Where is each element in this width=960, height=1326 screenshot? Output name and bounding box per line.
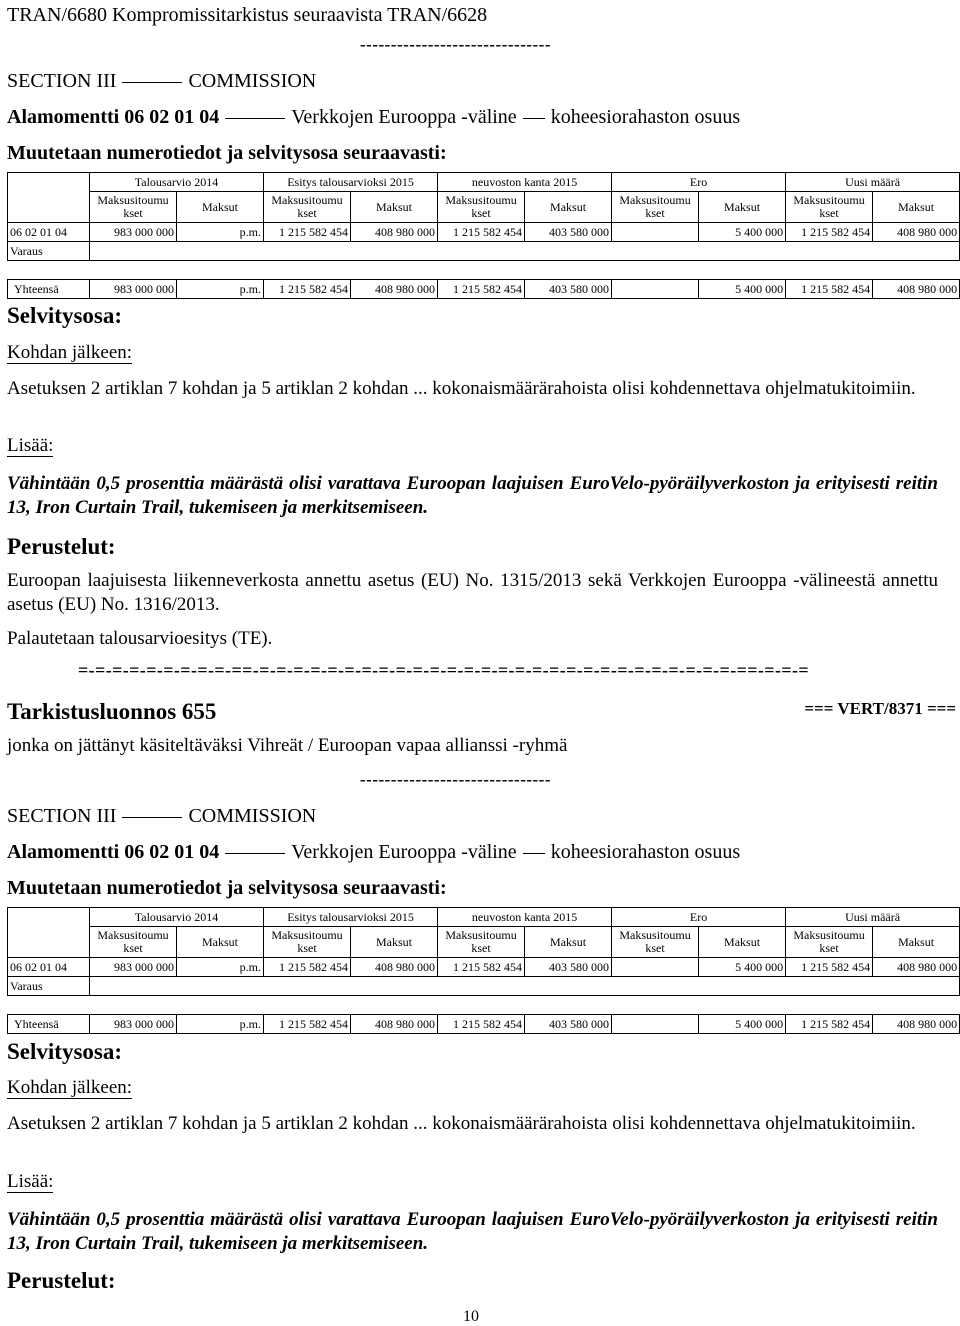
subitem-rest: koheesiorahaston osuus bbox=[550, 841, 741, 863]
table-cell: 1 215 582 454 bbox=[264, 1015, 351, 1034]
kohdan-label: Kohdan jälkeen: bbox=[7, 1077, 133, 1098]
table-cell bbox=[90, 977, 960, 996]
sub-header-commit: Maksusitoumu kset bbox=[438, 927, 525, 958]
table-row bbox=[8, 280, 960, 299]
amendment-title: Tarkistusluonnos 655 bbox=[7, 699, 217, 724]
sub-header-payment: Maksut bbox=[699, 927, 786, 958]
section-heading bbox=[7, 805, 316, 828]
asetuksen-text: Asetuksen 2 artiklan 7 kohdan ja 5 artiklan 2 kohdan ... kokonaismäärärahoista olisi kohdennettava ohjelmatukitoimiin. bbox=[7, 1113, 916, 1134]
table-cell: 5 400 000 bbox=[699, 223, 786, 242]
table-cell: 983 000 000 bbox=[90, 280, 177, 299]
em-dash bbox=[122, 82, 182, 83]
em-dash bbox=[225, 853, 285, 854]
sub-header-commit: Maksusitoumu kset bbox=[786, 927, 873, 958]
table-cell bbox=[612, 223, 699, 242]
lisaa-text: Lisää: bbox=[7, 435, 54, 456]
table-cell: 408 980 000 bbox=[873, 1015, 960, 1034]
subitem-heading bbox=[7, 106, 740, 129]
table-cell: 983 000 000 bbox=[90, 1015, 177, 1034]
selvitysosa-heading: Selvitysosa: bbox=[7, 303, 122, 328]
long-separator: =-=-=-=-=-=-=-=-=-==-=-=-=-=-=-=-=-=-=-=-=-=-=-=-=-=-=-=-=-=-=-=-=-=-=-=-=-=-==-=-=-= bbox=[78, 660, 810, 680]
row-label: Varaus bbox=[8, 242, 90, 261]
table-cell: 1 215 582 454 bbox=[264, 280, 351, 299]
sub-header-commit: Maksusitoumu kset bbox=[264, 192, 351, 223]
table-row bbox=[8, 1015, 960, 1034]
vahintaan-text: Vähintään 0,5 prosenttia määrästä olisi varattava Euroopan laajuisen EuroVelo-pyöräilyverkoston ja erityisesti reitin 13, Iron Curtain Trail, tukemiseen ja merkitsemiseen. bbox=[7, 1209, 938, 1254]
row-label: 06 02 01 04 bbox=[8, 223, 90, 242]
en-dash bbox=[523, 118, 545, 119]
col-group-header: Ero bbox=[612, 173, 786, 192]
en-dash bbox=[523, 853, 545, 854]
sub-header-commit: Maksusitoumu kset bbox=[264, 927, 351, 958]
budget-table bbox=[7, 907, 960, 1034]
col-group-header: Esitys talousarvioksi 2015 bbox=[264, 173, 438, 192]
sub-header-commit: Maksusitoumu kset bbox=[90, 192, 177, 223]
table-cell: p.m. bbox=[177, 1015, 264, 1034]
table-gap-row bbox=[8, 261, 960, 280]
table-cell: 1 215 582 454 bbox=[438, 1015, 525, 1034]
section-title: SECTION III bbox=[7, 805, 117, 827]
section-heading bbox=[7, 70, 316, 93]
table-cell: 408 980 000 bbox=[351, 280, 438, 299]
table-row bbox=[8, 958, 960, 977]
table-sub-header-row bbox=[8, 192, 960, 223]
table-cell: 1 215 582 454 bbox=[438, 958, 525, 977]
table-cell: 408 980 000 bbox=[351, 223, 438, 242]
table-cell bbox=[612, 280, 699, 299]
table-cell: 403 580 000 bbox=[525, 223, 612, 242]
table-cell: 983 000 000 bbox=[90, 223, 177, 242]
amend-text: Muutetaan numerotiedot ja selvitysosa seuraavasti: bbox=[7, 877, 447, 899]
table-cell: 408 980 000 bbox=[351, 1015, 438, 1034]
table-group-header-row bbox=[8, 173, 960, 192]
lisaa-label bbox=[7, 435, 53, 457]
table-cell bbox=[90, 242, 960, 261]
subitem-heading bbox=[7, 841, 740, 864]
table-cell: 1 215 582 454 bbox=[438, 223, 525, 242]
selvitysosa-heading: Selvitysosa: bbox=[7, 1039, 122, 1064]
sub-header-payment: Maksut bbox=[177, 927, 264, 958]
subitem-rest: koheesiorahaston osuus bbox=[550, 106, 741, 128]
sub-header-payment: Maksut bbox=[525, 192, 612, 223]
sub-header-payment: Maksut bbox=[873, 192, 960, 223]
table-cell: 408 980 000 bbox=[873, 958, 960, 977]
subitem-prefix: Alamomentti 06 02 01 04 bbox=[7, 106, 220, 128]
col-group-header: Uusi määrä bbox=[786, 908, 960, 927]
table-cell: 408 980 000 bbox=[873, 223, 960, 242]
vahintaan-text: Vähintään 0,5 prosenttia määrästä olisi varattava Euroopan laajuisen EuroVelo-pyöräilyverkoston ja erityisesti reitin 13, Iron Curtain Trail, tukemiseen ja merkitsemiseen. bbox=[7, 473, 938, 518]
table-cell: p.m. bbox=[177, 223, 264, 242]
table-cell: 403 580 000 bbox=[525, 1015, 612, 1034]
section-title: SECTION III bbox=[7, 70, 117, 92]
table-sub-header-row bbox=[8, 927, 960, 958]
col-group-header: Uusi määrä bbox=[786, 173, 960, 192]
sub-header-commit: Maksusitoumu kset bbox=[90, 927, 177, 958]
table-cell: 1 215 582 454 bbox=[264, 223, 351, 242]
table-cell bbox=[612, 958, 699, 977]
row-label: Varaus bbox=[8, 977, 90, 996]
submitted-by: jonka on jättänyt käsiteltäväksi Vihreät / Euroopan vapaa allianssi -ryhmä bbox=[7, 735, 568, 756]
doc-header: TRAN/6680 Kompromissitarkistus seuraavista TRAN/6628 bbox=[7, 4, 488, 26]
table-cell: 408 980 000 bbox=[873, 280, 960, 299]
kohdan-jalkeen bbox=[7, 1077, 132, 1099]
perustelut-heading: Perustelut: bbox=[7, 1268, 116, 1293]
sub-header-payment: Maksut bbox=[525, 927, 612, 958]
row-label: Yhteensä bbox=[8, 280, 90, 299]
page-number: 10 bbox=[463, 1308, 479, 1325]
table-row bbox=[8, 977, 960, 996]
palautetaan-text: Palautetaan talousarvioesitys (TE). bbox=[7, 628, 273, 649]
table-group-header-row bbox=[8, 908, 960, 927]
col-group-header: neuvoston kanta 2015 bbox=[438, 908, 612, 927]
table-cell: 983 000 000 bbox=[90, 958, 177, 977]
table-cell: 408 980 000 bbox=[351, 958, 438, 977]
subitem-text: Verkkojen Eurooppa -väline bbox=[291, 841, 517, 863]
table-cell: p.m. bbox=[177, 280, 264, 299]
budget-table bbox=[7, 172, 960, 299]
sub-header-payment: Maksut bbox=[351, 927, 438, 958]
table-cell: 1 215 582 454 bbox=[786, 280, 873, 299]
table-cell: 5 400 000 bbox=[699, 280, 786, 299]
row-label: 06 02 01 04 bbox=[8, 958, 90, 977]
em-dash bbox=[122, 817, 182, 818]
subitem-prefix: Alamomentti 06 02 01 04 bbox=[7, 841, 220, 863]
table-cell: 403 580 000 bbox=[525, 280, 612, 299]
col-group-header: neuvoston kanta 2015 bbox=[438, 173, 612, 192]
euroopan-text: Euroopan laajuisesta liikenneverkosta annettu asetus (EU) No. 1315/2013 sekä Verkkojen Eurooppa -välineestä annettu asetus (EU) No. 1316/2013. bbox=[7, 570, 938, 615]
sub-header-payment: Maksut bbox=[873, 927, 960, 958]
table-cell: p.m. bbox=[177, 958, 264, 977]
vert-code: === VERT/8371 === bbox=[804, 699, 956, 718]
col-group-header: Talousarvio 2014 bbox=[90, 173, 264, 192]
sub-header-payment: Maksut bbox=[699, 192, 786, 223]
asetuksen-text: Asetuksen 2 artiklan 7 kohdan ja 5 artiklan 2 kohdan ... kokonaismäärärahoista olisi kohdennettava ohjelmatukitoimiin. bbox=[7, 378, 916, 399]
table-gap-row bbox=[8, 996, 960, 1015]
col-group-header: Talousarvio 2014 bbox=[90, 908, 264, 927]
sub-header-commit: Maksusitoumu kset bbox=[438, 192, 525, 223]
table-cell: 1 215 582 454 bbox=[786, 223, 873, 242]
col-group-header: Ero bbox=[612, 908, 786, 927]
amend-text: Muutetaan numerotiedot ja selvitysosa seuraavasti: bbox=[7, 142, 447, 164]
separator-dashes: ------------------------------- bbox=[360, 770, 551, 789]
row-label: Yhteensä bbox=[8, 1015, 90, 1034]
kohdan-jalkeen bbox=[7, 342, 132, 364]
em-dash bbox=[225, 118, 285, 119]
sub-header-commit: Maksusitoumu kset bbox=[612, 192, 699, 223]
table-cell: 1 215 582 454 bbox=[438, 280, 525, 299]
kohdan-label: Kohdan jälkeen: bbox=[7, 342, 133, 363]
perustelut-heading: Perustelut: bbox=[7, 534, 116, 559]
table-cell bbox=[612, 1015, 699, 1034]
table-cell: 1 215 582 454 bbox=[786, 958, 873, 977]
lisaa-label bbox=[7, 1171, 53, 1193]
sub-header-payment: Maksut bbox=[177, 192, 264, 223]
section-name: COMMISSION bbox=[188, 70, 317, 92]
subitem-text: Verkkojen Eurooppa -väline bbox=[291, 106, 517, 128]
table-cell: 1 215 582 454 bbox=[786, 1015, 873, 1034]
table-cell: 1 215 582 454 bbox=[264, 958, 351, 977]
lisaa-text: Lisää: bbox=[7, 1171, 54, 1192]
table-row bbox=[8, 242, 960, 261]
sub-header-commit: Maksusitoumu kset bbox=[786, 192, 873, 223]
separator-dashes: ------------------------------- bbox=[360, 35, 551, 54]
table-cell: 5 400 000 bbox=[699, 958, 786, 977]
table-row bbox=[8, 223, 960, 242]
sub-header-payment: Maksut bbox=[351, 192, 438, 223]
table-cell: 403 580 000 bbox=[525, 958, 612, 977]
table-cell: 5 400 000 bbox=[699, 1015, 786, 1034]
section-name: COMMISSION bbox=[188, 805, 317, 827]
sub-header-commit: Maksusitoumu kset bbox=[612, 927, 699, 958]
col-group-header: Esitys talousarvioksi 2015 bbox=[264, 908, 438, 927]
